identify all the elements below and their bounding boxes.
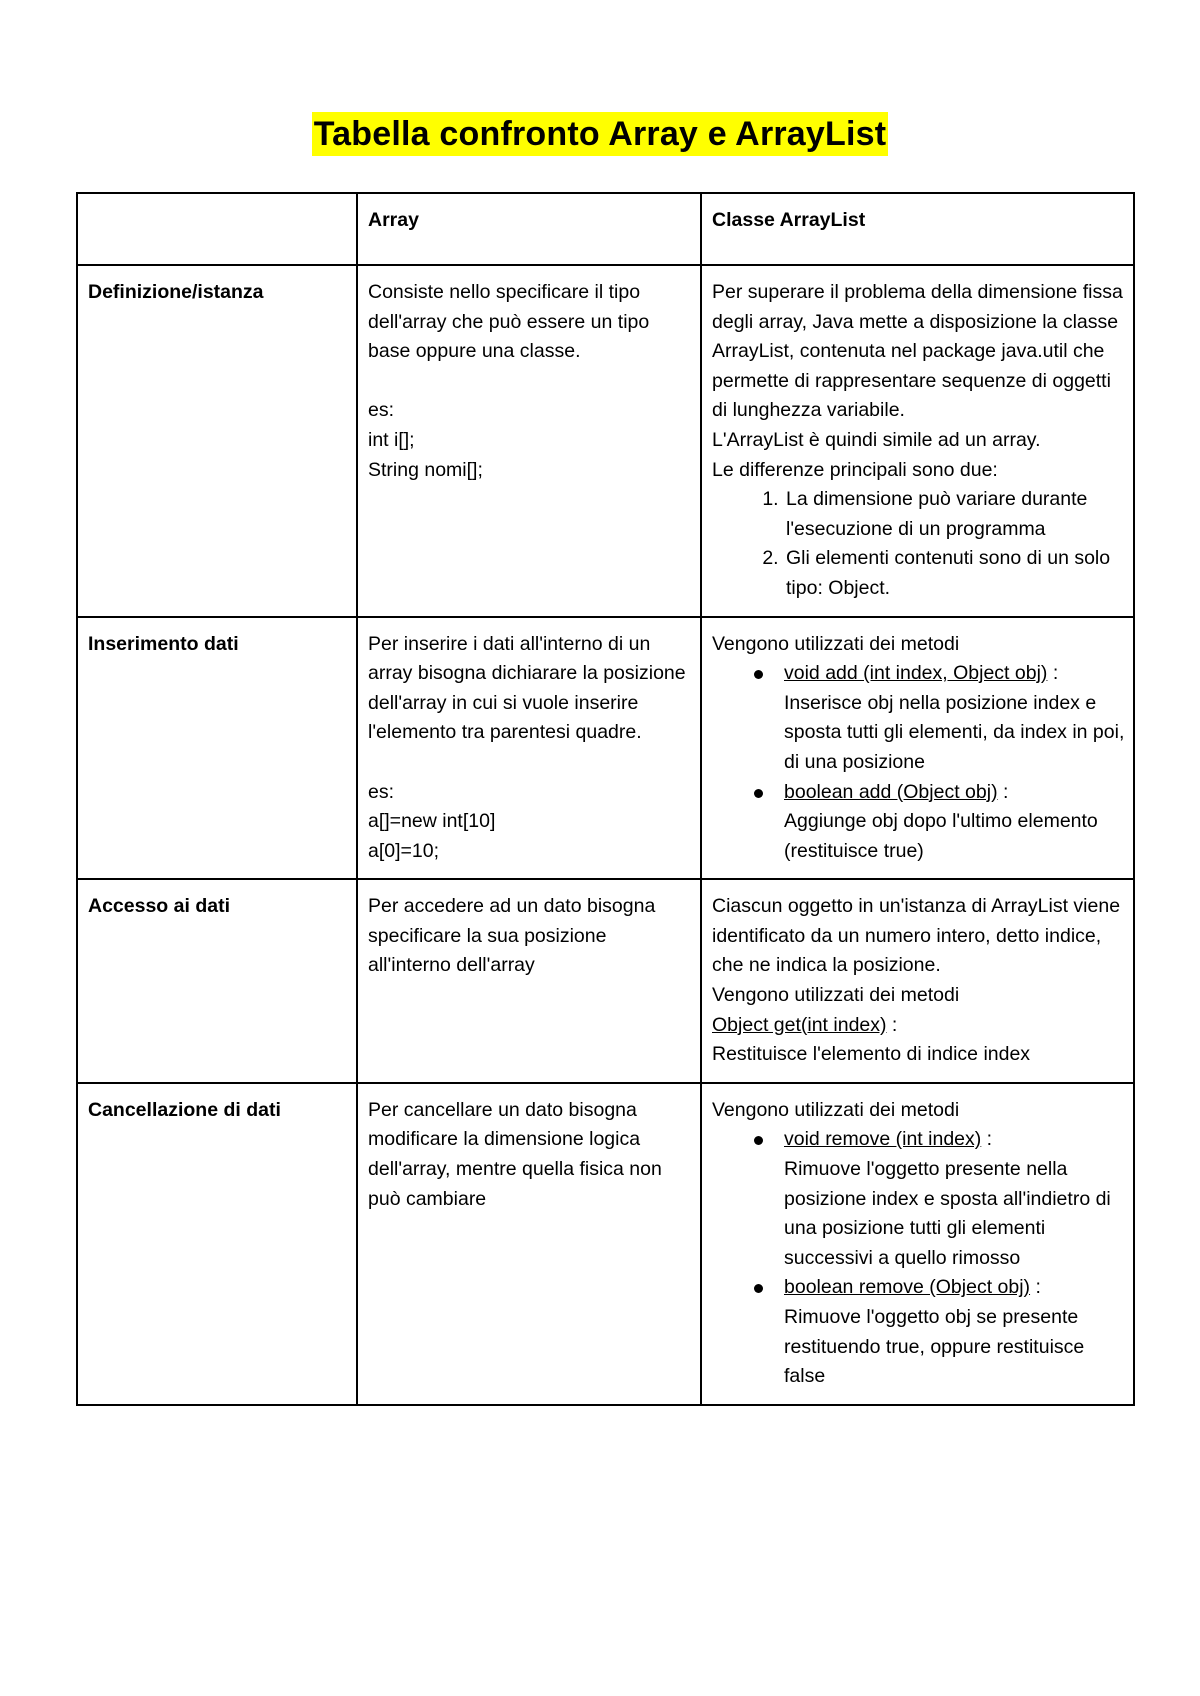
method-separator: : <box>886 1013 898 1036</box>
method-separator: : <box>1030 1276 1041 1299</box>
arraylist-cell <box>701 879 1134 1083</box>
method-item <box>784 1125 1125 1273</box>
header-cell-array: Array <box>357 193 701 265</box>
method-description: Inserisce obj nella posizione index e sposta tutti gli elementi, da index in poi, di una posizione <box>784 691 1125 773</box>
methods-list <box>712 659 1125 866</box>
method-description: Rimuove l'oggetto obj se presente restituendo true, oppure restituisce false <box>784 1306 1085 1388</box>
row-label: Definizione/istanza <box>77 265 357 617</box>
method-signature: Object get(int index) <box>712 1013 887 1036</box>
header-cell-empty <box>77 193 357 265</box>
methods-intro: Vengono utilizzati dei metodi <box>712 1098 960 1121</box>
table-header-row <box>77 193 1134 265</box>
arraylist-paragraph: Le differenze principali sono due: <box>712 458 998 481</box>
differences-list <box>712 485 1125 603</box>
method-separator: : <box>997 780 1009 803</box>
list-item: 1. La dimensione può variare durante l'esecuzione di un programma <box>784 485 1125 544</box>
code-line: a[]=new int[10] <box>368 810 496 833</box>
table-row-definizione <box>77 265 1134 617</box>
example-label: es: <box>368 399 395 422</box>
method-description: Aggiunge obj dopo l'ultimo elemento (restituisce true) <box>784 810 1098 862</box>
methods-intro: Vengono utilizzati dei metodi <box>712 632 960 655</box>
method-item <box>784 1273 1125 1391</box>
array-description: Consiste nello specificare il tipo dell'array che può essere un tipo base oppure una classe. <box>368 281 650 363</box>
array-cell <box>357 265 701 617</box>
row-label: Cancellazione di dati <box>77 1083 357 1405</box>
header-cell-arraylist: Classe ArrayList <box>701 193 1134 265</box>
method-separator: : <box>981 1128 993 1151</box>
code-line: int i[]; <box>368 428 415 451</box>
arraylist-cell <box>701 617 1134 880</box>
method-signature: boolean add (Object obj) <box>784 780 998 803</box>
title-container <box>0 112 1200 156</box>
arraylist-cell <box>701 265 1134 617</box>
method-item <box>784 778 1125 867</box>
row-label: Accesso ai dati <box>77 879 357 1083</box>
arraylist-paragraph: Per superare il problema della dimensione fissa degli array, Java mette a disposizione la classe ArrayList, contenuta nel package java.util che permette di rappresentare sequenze di oggetti di lunghezza variabile. <box>712 281 1123 422</box>
row-label: Inserimento dati <box>77 617 357 880</box>
array-description: Per cancellare un dato bisogna modificare la dimensione logica dell'array, mentre quella fisica non può cambiare <box>368 1098 662 1210</box>
array-cell <box>357 879 701 1083</box>
table-row-inserimento <box>77 617 1134 880</box>
methods-intro: Vengono utilizzati dei metodi <box>712 984 960 1007</box>
methods-list <box>712 1125 1125 1391</box>
table-row-cancellazione <box>77 1083 1134 1405</box>
table-row-accesso <box>77 879 1134 1083</box>
method-description: Restituisce l'elemento di indice index <box>712 1043 1031 1066</box>
method-signature: void remove (int index) <box>784 1128 982 1151</box>
array-description: Per accedere ad un dato bisogna specificare la sua posizione all'interno dell'array <box>368 895 656 977</box>
arraylist-paragraph: L'ArrayList è quindi simile ad un array. <box>712 428 1041 451</box>
list-item: 2. Gli elementi contenuti sono di un solo tipo: Object. <box>784 544 1125 603</box>
code-line: a[0]=10; <box>368 839 440 862</box>
page-title: Tabella confronto Array e ArrayList <box>312 112 889 156</box>
method-line <box>712 1011 1125 1041</box>
array-description: Per inserire i dati all'interno di un array bisogna dichiarare la posizione dell'array in cui si vuole inserire l'elemento tra parentesi quadre. <box>368 632 686 744</box>
example-label: es: <box>368 780 395 803</box>
method-signature: void add (int index, Object obj) <box>784 662 1048 685</box>
array-cell <box>357 617 701 880</box>
code-line: String nomi[]; <box>368 458 483 481</box>
method-signature: boolean remove (Object obj) <box>784 1276 1031 1299</box>
arraylist-paragraph: Ciascun oggetto in un'istanza di ArrayList viene identificato da un numero intero, detto indice, che ne indica la posizione. <box>712 895 1121 977</box>
array-cell <box>357 1083 701 1405</box>
method-item <box>784 659 1125 777</box>
method-description: Rimuove l'oggetto presente nella posizione index e sposta all'indietro di una posizione tutti gli elementi successivi a quello rimosso <box>784 1158 1111 1269</box>
method-separator: : <box>1047 662 1059 685</box>
comparison-table <box>76 192 1135 1406</box>
arraylist-cell <box>701 1083 1134 1405</box>
